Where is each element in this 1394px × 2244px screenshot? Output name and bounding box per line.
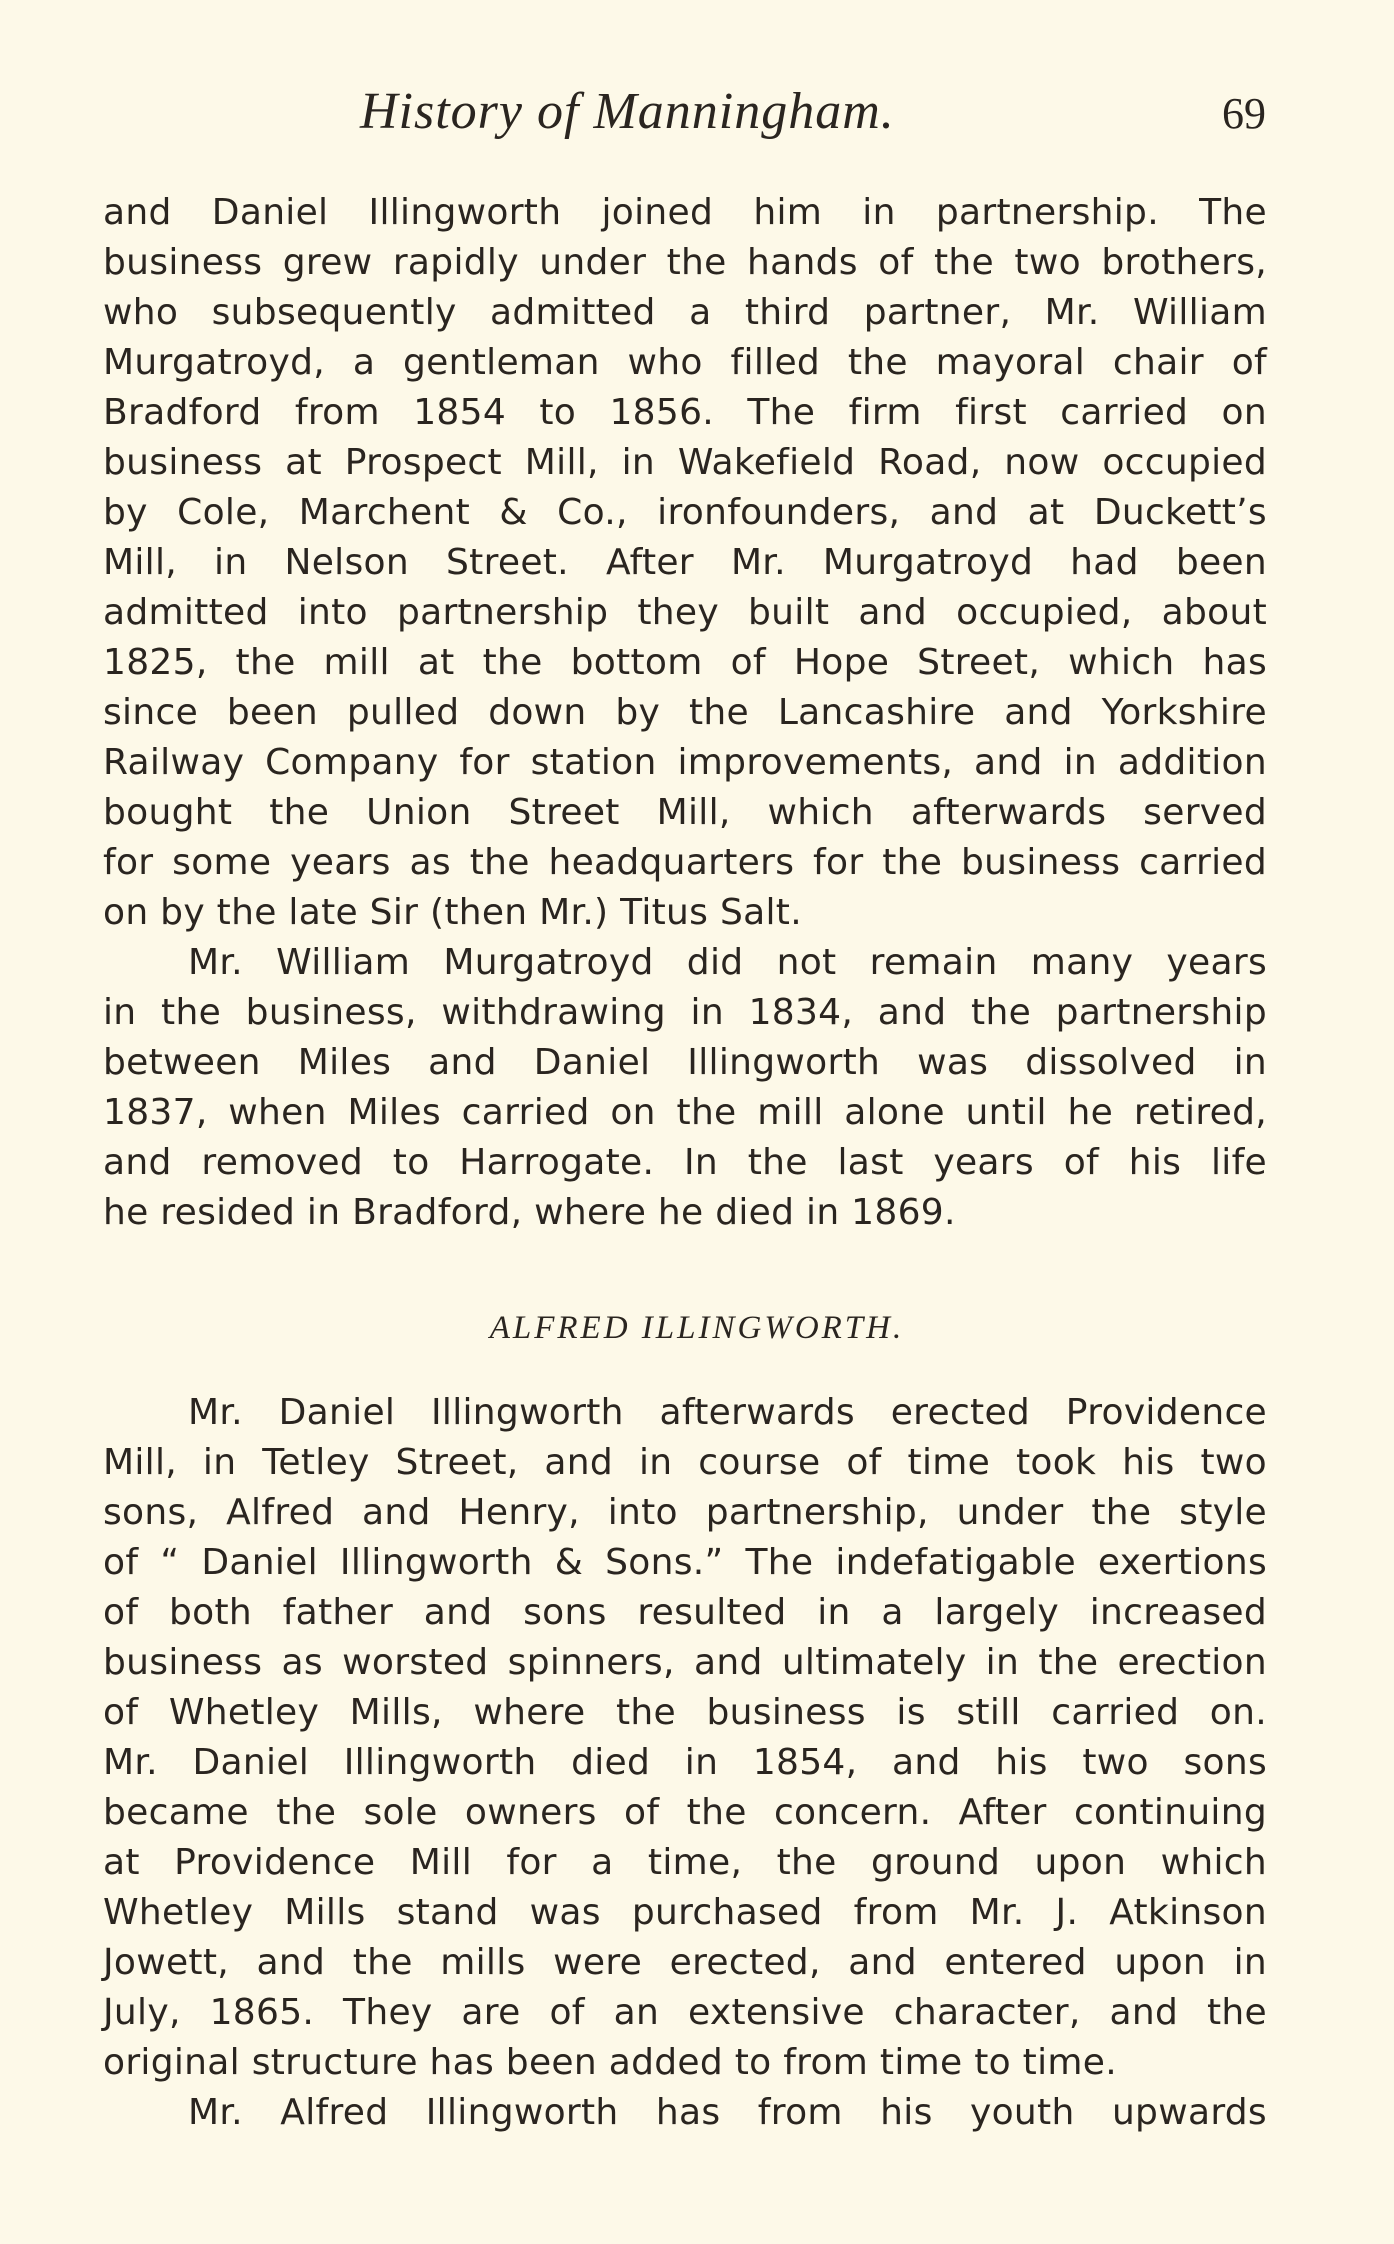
text-line: Mr. Alfred Illingworth has from his youth upwards — [188, 2092, 1267, 2133]
running-title: History of Manningham. — [360, 83, 895, 140]
text-line: by Cole, Marchent & Co., ironfounders, and at Duckett’s — [103, 492, 1267, 533]
page-number: 69 — [1222, 89, 1266, 138]
text-line: Whetley Mills stand was purchased from Mr. J. Atkinson — [103, 1892, 1267, 1933]
text-line: since been pulled down by the Lancashire and Yorkshire — [103, 692, 1267, 733]
text-line: he resided in Bradford, where he died in 1869. — [103, 1192, 956, 1233]
text-line: became the sole owners of the concern. After continuing — [103, 1792, 1267, 1833]
text-line: of Whetley Mills, where the business is still carried on. — [103, 1692, 1267, 1733]
text-line: Bradford from 1854 to 1856. The firm first carried on — [103, 392, 1267, 433]
text-line: and Daniel Illingworth joined him in partnership. The — [103, 192, 1267, 233]
text-line: 1837, when Miles carried on the mill alone until he retired, — [103, 1092, 1267, 1133]
text-line: of “ Daniel Illingworth & Sons.” The indefatigable exertions — [103, 1542, 1267, 1583]
text-line: Jowett, and the mills were erected, and entered upon in — [103, 1942, 1267, 1983]
text-line: between Miles and Daniel Illingworth was dissolved in — [103, 1042, 1267, 1083]
text-line: July, 1865. They are of an extensive character, and the — [103, 1992, 1267, 2033]
text-line: Mr. William Murgatroyd did not remain many years — [188, 942, 1267, 983]
text-line: Mr. Daniel Illingworth died in 1854, and his two sons — [103, 1742, 1267, 1783]
text-line: 1825, the mill at the bottom of Hope Street, which has — [103, 642, 1267, 683]
text-line: bought the Union Street Mill, which afterwards served — [103, 792, 1267, 833]
text-line: in the business, withdrawing in 1834, and the partnership — [103, 992, 1267, 1033]
text-line: business grew rapidly under the hands of the two brothers, — [103, 242, 1267, 283]
text-line: Mill, in Nelson Street. After Mr. Murgatroyd had been — [103, 542, 1267, 583]
text-line: Mill, in Tetley Street, and in course of time took his two — [103, 1442, 1267, 1483]
text-line: Railway Company for station improvements, and in addition — [103, 742, 1267, 783]
text-line: Murgatroyd, a gentleman who filled the mayoral chair of — [103, 342, 1267, 383]
text-line: for some years as the headquarters for the business carried — [103, 842, 1267, 883]
text-line: Mr. Daniel Illingworth afterwards erected Providence — [188, 1392, 1267, 1433]
text-line: admitted into partnership they built and occupied, about — [103, 592, 1267, 633]
text-line: at Providence Mill for a time, the ground upon which — [103, 1842, 1267, 1883]
text-line: business at Prospect Mill, in Wakefield Road, now occupied — [103, 442, 1267, 483]
text-line: who subsequently admitted a third partner, Mr. William — [103, 292, 1267, 333]
text-line: on by the late Sir (then Mr.) Titus Salt. — [103, 892, 802, 933]
text-line: of both father and sons resulted in a largely increased — [103, 1592, 1267, 1633]
running-head — [0, 82, 1394, 152]
text-line: business as worsted spinners, and ultimately in the erection — [103, 1642, 1267, 1683]
section-heading: ALFRED ILLINGWORTH. — [489, 1310, 905, 1346]
text-line: sons, Alfred and Henry, into partnership, under the style — [103, 1492, 1267, 1533]
text-line: and removed to Harrogate. In the last years of his life — [103, 1142, 1267, 1183]
text-line: original structure has been added to from time to time. — [103, 2042, 1117, 2083]
